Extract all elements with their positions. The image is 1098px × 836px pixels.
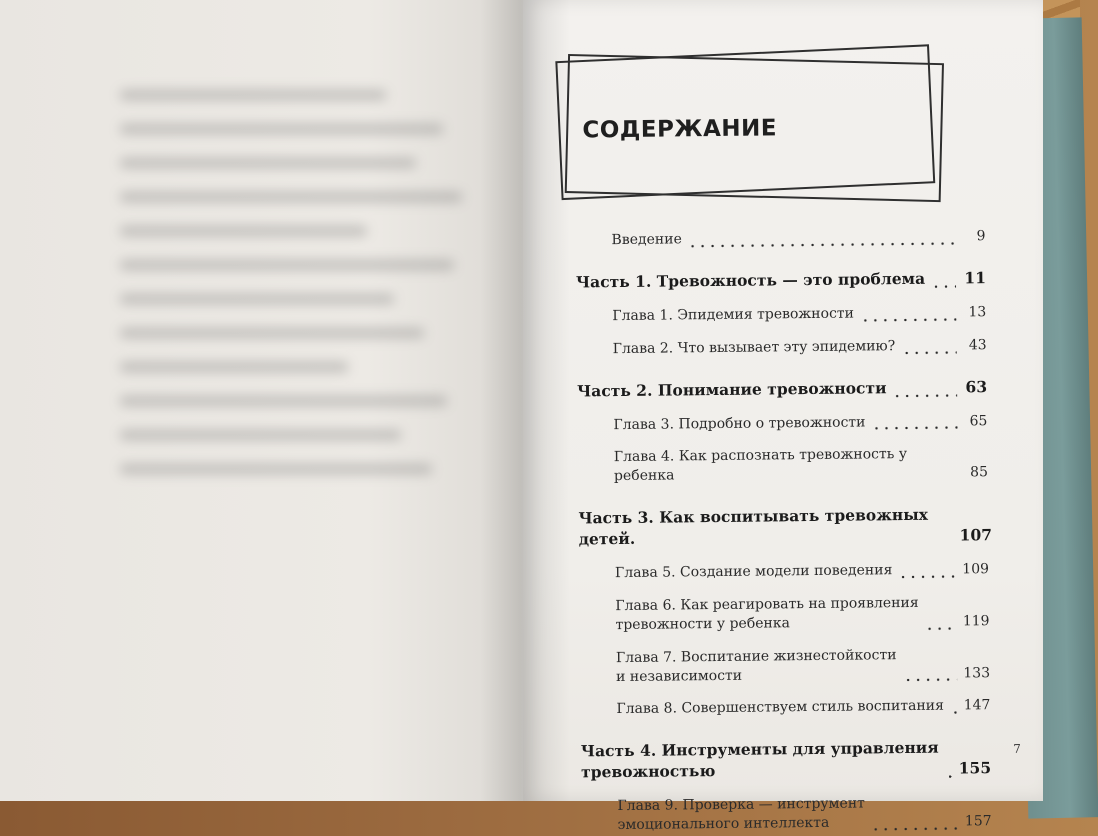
toc-chapter-page: 133: [963, 664, 990, 683]
toc-chapter-7: [580, 645, 990, 687]
right-page: [523, 0, 1043, 801]
dot-leader: [950, 700, 958, 716]
toc-chapter-page: 85: [964, 463, 988, 482]
toc-part-1: [576, 268, 986, 293]
table-of-contents: [575, 227, 991, 835]
dot-leader: [892, 382, 957, 399]
left-page-blurred: [0, 0, 525, 801]
dot-leader: [860, 306, 957, 323]
book-spine-shadow: [480, 0, 570, 801]
toc-chapter-label: Глава 6. Как реагировать на проявления тревожности у ребенка: [615, 594, 919, 635]
toc-part-label: Часть 4. Инструменты для управления тревожностью: [581, 738, 939, 784]
toc-part-page: 11: [962, 268, 986, 289]
dot-leader: [945, 764, 953, 780]
toc-part-3: [578, 504, 988, 550]
toc-chapter-page: 119: [963, 612, 990, 631]
toc-chapter-page: 147: [964, 697, 991, 716]
toc-chapter-label: Глава 8. Совершенствуем стиль воспитания: [616, 697, 944, 719]
toc-entry-label: Введение: [611, 230, 682, 250]
toc-part-2: [577, 377, 987, 402]
dot-leader: [925, 615, 957, 631]
toc-chapter-label: Глава 1. Эпидемия тревожности: [612, 304, 854, 325]
toc-part-label: Часть 2. Понимание тревожности: [577, 378, 887, 402]
dot-leader: [898, 563, 956, 580]
dot-leader: [931, 273, 956, 289]
toc-chapter-9: [581, 793, 991, 835]
dot-leader: [871, 415, 957, 432]
toc-chapter-label: Глава 5. Создание модели поведения: [615, 561, 893, 583]
toc-chapter-label: Глава 2. Что вызывает эту эпидемию?: [613, 337, 896, 359]
toc-heading: СОДЕРЖАНИЕ: [582, 115, 777, 143]
blurred-text-block: [120, 90, 500, 498]
toc-chapter-6: [579, 593, 989, 635]
toc-chapter-page: 65: [963, 412, 987, 431]
dot-leader: [688, 230, 956, 249]
toc-part-page: 63: [963, 377, 987, 398]
toc-part-page: 107: [960, 525, 989, 546]
page-number: 7: [1013, 742, 1021, 756]
toc-chapter-page: 157: [965, 812, 992, 831]
toc-chapter-label: Глава 7. Воспитание жизнестойкости и независимости: [616, 646, 897, 687]
toc-part-4: [581, 738, 991, 784]
toc-chapter-page: 43: [963, 336, 987, 355]
toc-chapter-label: Глава 9. Проверка — инструмент эмоционального интеллекта: [617, 795, 865, 835]
dot-leader: [871, 815, 959, 832]
toc-part-page: 155: [959, 758, 992, 779]
toc-chapter-4: [578, 445, 988, 487]
toc-part-label: Часть 1. Тревожность — это проблема: [576, 269, 925, 294]
toc-chapter-page: 13: [962, 303, 986, 322]
toc-chapter-label: Глава 4. Как распознать тревожность у ребенка: [614, 445, 952, 486]
dot-leader: [903, 667, 958, 684]
toc-chapter-page: 109: [962, 560, 989, 579]
toc-chapter-label: Глава 3. Подробно о тревожности: [613, 413, 865, 435]
dot-leader: [901, 339, 957, 356]
toc-entry-page: 9: [961, 227, 985, 246]
toc-part-label: Часть 3. Как воспитывать тревожных детей.: [578, 505, 947, 551]
